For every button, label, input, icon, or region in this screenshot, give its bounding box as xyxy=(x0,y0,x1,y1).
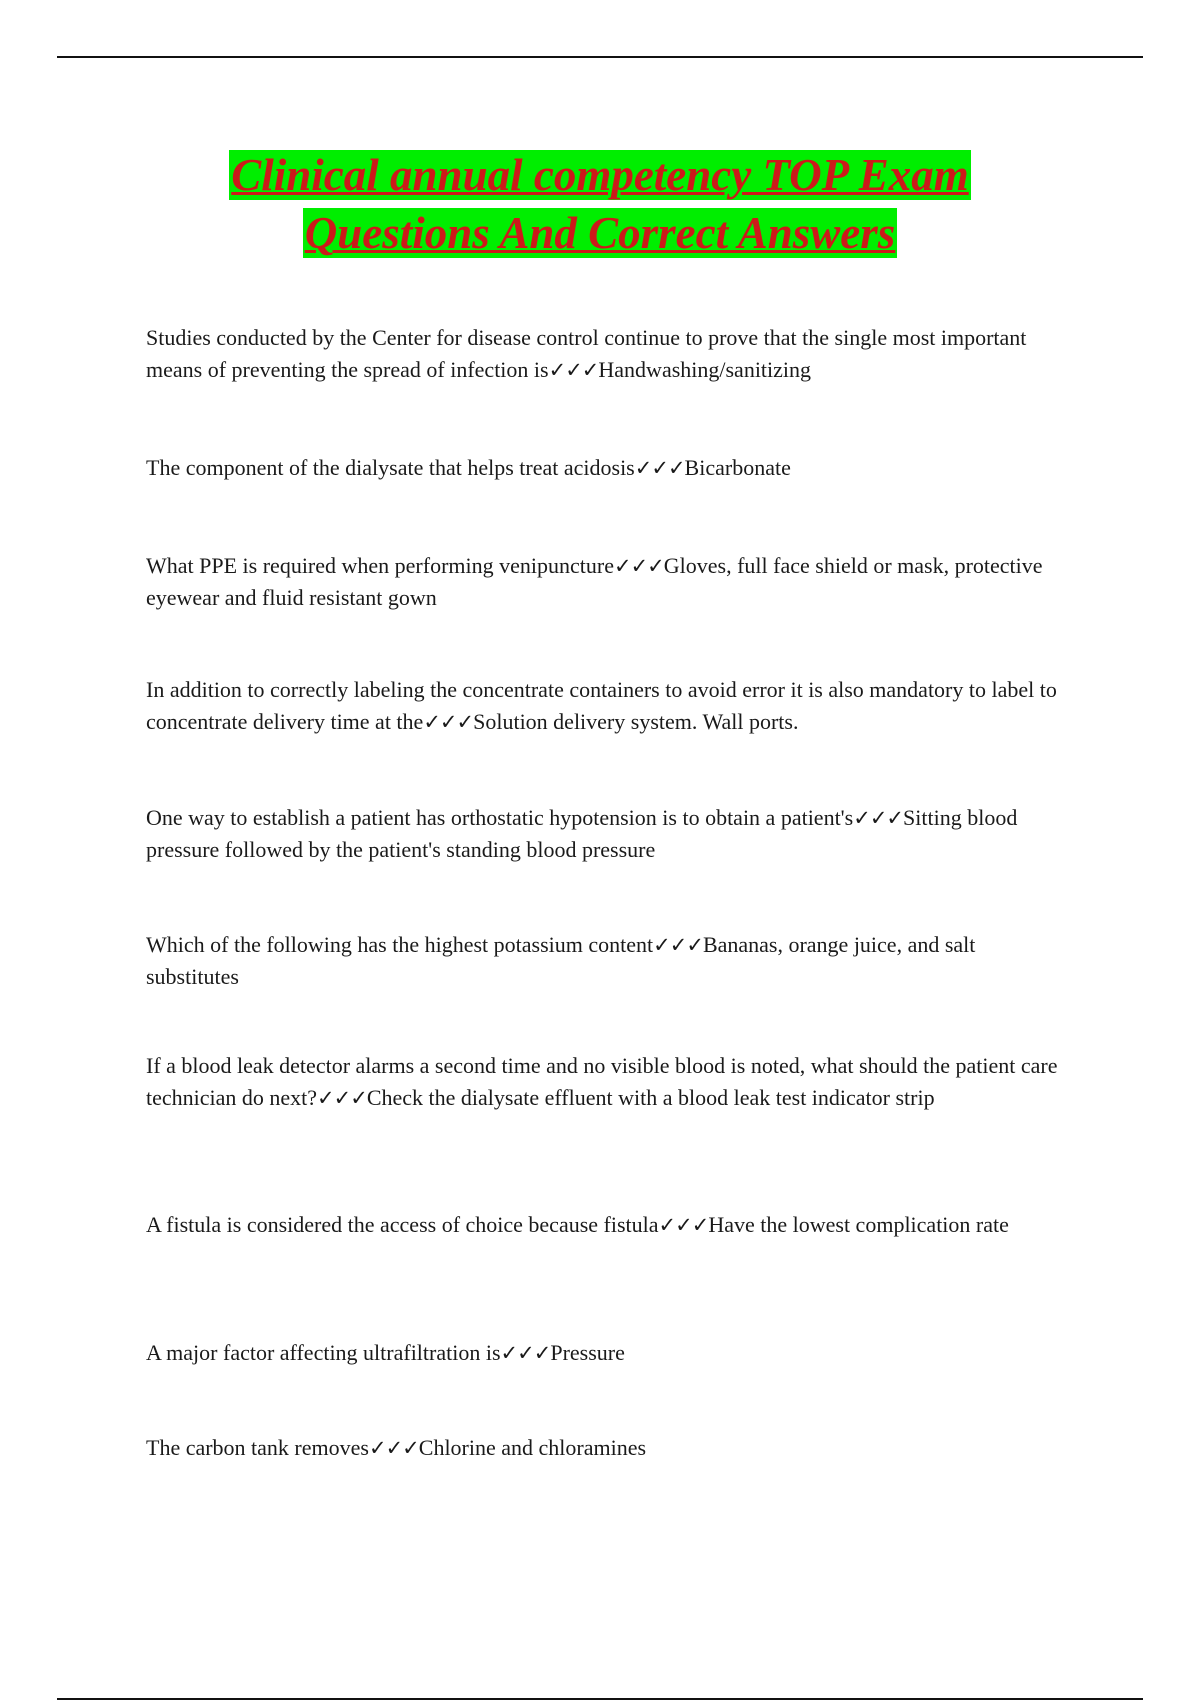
qa-item xyxy=(146,1432,1066,1464)
qa-item xyxy=(146,1337,1066,1369)
check-marks-icon: ✓✓✓ xyxy=(634,456,685,480)
answer-text: Have the lowest complication rate xyxy=(708,1212,1009,1237)
qa-item xyxy=(146,550,1066,614)
answer-text: Check the dialysate effluent with a blood leak test indicator strip xyxy=(366,1085,935,1110)
document-title xyxy=(60,146,1140,262)
question-text: Which of the following has the highest potassium content xyxy=(146,932,654,957)
answer-text: Gloves, full face shield or mask, protective eyewear and fluid resistant gown xyxy=(146,553,1043,610)
question-text: A fistula is considered the access of choice because fistula xyxy=(146,1212,659,1237)
question-text: One way to establish a patient has orthostatic hypotension is to obtain a patient's xyxy=(146,805,854,830)
answer-text: Handwashing/sanitizing xyxy=(598,357,812,382)
check-marks-icon: ✓✓✓ xyxy=(613,554,664,578)
qa-item xyxy=(146,674,1066,738)
qa-item xyxy=(146,1050,1066,1114)
answer-text: Chlorine and chloramines xyxy=(418,1435,647,1460)
check-marks-icon: ✓✓✓ xyxy=(368,1436,419,1460)
top-rule xyxy=(57,56,1143,58)
check-marks-icon: ✓✓✓ xyxy=(548,358,599,382)
question-text: If a blood leak detector alarms a second time and no visible blood is noted, what should the patient care technician do next? xyxy=(146,1053,1058,1110)
answer-text: Bananas, orange juice, and salt substitutes xyxy=(146,932,976,989)
check-marks-icon: ✓✓✓ xyxy=(653,933,703,957)
check-marks-icon: ✓✓✓ xyxy=(317,1086,367,1110)
question-text: Studies conducted by the Center for disease control continue to prove that the single most important means of preventing the spread of infection is xyxy=(146,325,1027,382)
qa-item xyxy=(146,929,1066,993)
title-line-1: Clinical annual competency TOP Exam xyxy=(231,150,969,200)
question-text: The component of the dialysate that helps treat acidosis xyxy=(146,455,635,480)
question-text: In addition to correctly labeling the concentrate containers to avoid error it is also mandatory to label to concentrate delivery time at the xyxy=(146,677,1057,734)
title-line-2: Questions And Correct Answers xyxy=(304,208,896,258)
answer-text: Bicarbonate xyxy=(684,455,791,480)
check-marks-icon: ✓✓✓ xyxy=(658,1213,709,1237)
qa-item xyxy=(146,452,1066,484)
qa-item xyxy=(146,802,1066,866)
question-text: A major factor affecting ultrafiltration is xyxy=(146,1340,501,1365)
check-marks-icon: ✓✓✓ xyxy=(423,710,474,734)
qa-item xyxy=(146,322,1066,386)
answer-text: Pressure xyxy=(550,1340,625,1365)
question-text: The carbon tank removes xyxy=(146,1435,369,1460)
check-marks-icon: ✓✓✓ xyxy=(500,1341,551,1365)
check-marks-icon: ✓✓✓ xyxy=(853,806,904,830)
answer-text: Solution delivery system. Wall ports. xyxy=(473,709,799,734)
answer-text: Sitting blood pressure followed by the patient's standing blood pressure xyxy=(146,805,1018,862)
qa-item xyxy=(146,1209,1066,1241)
question-text: What PPE is required when performing venipuncture xyxy=(146,553,614,578)
